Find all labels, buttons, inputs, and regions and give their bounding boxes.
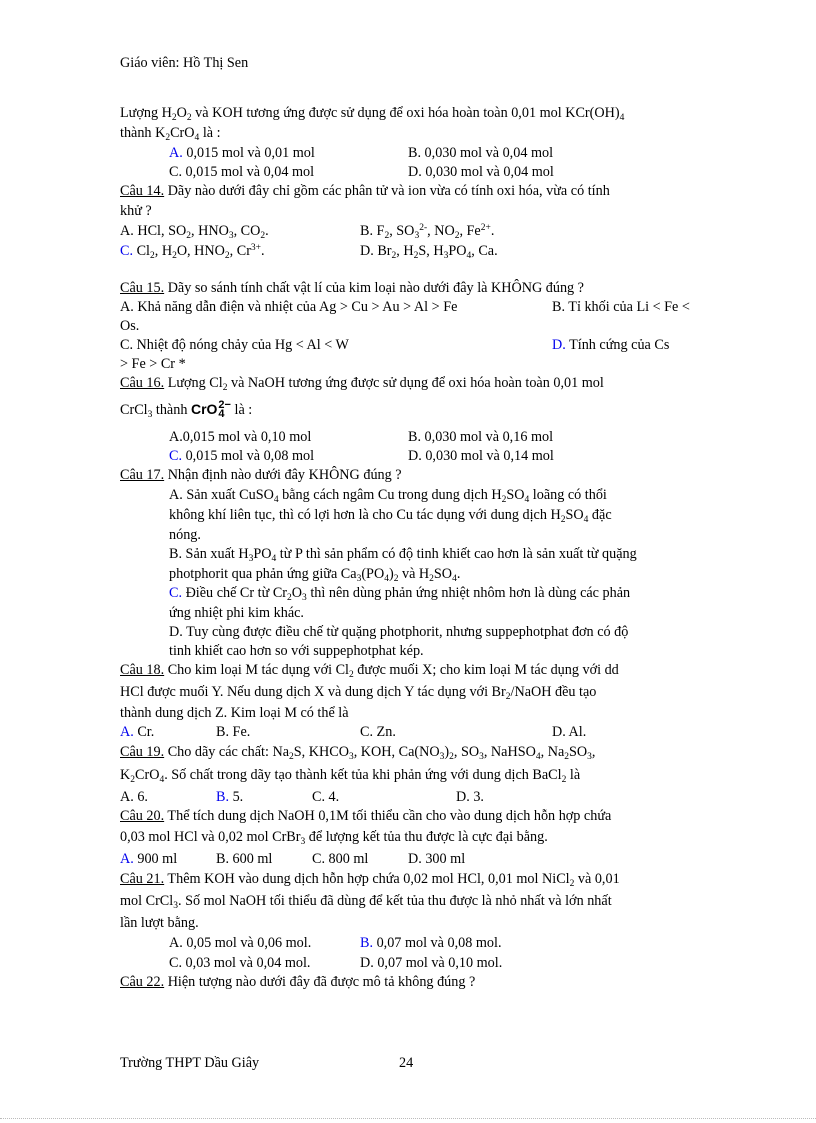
answer-label: A.	[120, 851, 134, 867]
footer-school: Trường THPT Dầu Giây	[120, 1055, 260, 1071]
answer-label: B.	[360, 935, 374, 951]
q17-option-d-line2: tinh khiết cao hơn so với suppephotphat kép.	[169, 643, 424, 659]
q15-stem: Câu 15. Dãy so sánh tính chất vật lí của kim loại nào dưới đây là KHÔNG đúng ?	[120, 280, 584, 296]
q14-stem-line2: khử ?	[120, 203, 152, 219]
q16-option-d: D. 0,030 mol và 0,14 mol	[408, 448, 554, 464]
prev-question-option-a: A. 0,015 mol và 0,01 mol	[169, 145, 315, 161]
q17-option-a-line2: không khí liên tục, thì có lợi hơn là cho Cu tác dụng với dung dịch $H_2SO_4$ đặc	[169, 507, 612, 525]
answer-label: D.	[552, 337, 566, 353]
q14-option-b: B. $F_2$, $SO_3^{2-}$, $NO_2$, $Fe^{2+}$.	[360, 223, 495, 241]
q18-option-c: C. Zn.	[360, 724, 396, 740]
q20-option-c: C. 800 ml	[312, 851, 369, 867]
answer-label: C.	[120, 243, 134, 259]
q21-option-b: B. 0,07 mol và 0,08 mol.	[360, 935, 502, 951]
q15-option-d-cont: > Fe > Cr *	[120, 356, 186, 372]
q15-option-a: A. Khả năng dẫn điện và nhiệt của Ag > Cu > Au > Al > Fe	[120, 299, 458, 315]
q17-option-d-line1: D. Tuy cùng được điều chế từ quặng photphorit, nhưng suppephotphat đơn có độ	[169, 624, 629, 640]
q21-stem-line2: mol CrCl$_3$. Số mol NaOH tối thiểu đã dùng để kết tủa thu được là nhỏ nhất và lớn nhất	[120, 893, 612, 911]
q20-option-d: D. 300 ml	[408, 851, 466, 867]
prev-question-option-b: B. 0,030 mol và 0,04 mol	[408, 145, 554, 161]
q15-option-c: C. Nhiệt độ nóng chảy của Hg < Al < W	[120, 337, 349, 353]
q18-option-d: D. Al.	[552, 724, 587, 740]
q21-option-c: C. 0,03 mol và 0,04 mol.	[169, 955, 311, 971]
q18-option-a: A. Cr.	[120, 724, 155, 740]
q16-option-c: C. 0,015 mol và 0,08 mol	[169, 448, 315, 464]
question-number: Câu 14.	[120, 183, 165, 199]
q17-option-b-line1: B. Sản xuất $H_3PO_4$ từ P thì sản phẩm có độ tinh khiết cao hơn là sản xuất từ quặng	[169, 546, 637, 564]
q20-stem-line2: 0,03 mol HCl và 0,02 mol CrBr$_3$ để lượng kết tủa thu được là cực đại bằng.	[120, 829, 548, 847]
q21-option-a: A. 0,05 mol và 0,06 mol.	[169, 935, 312, 951]
prev-question-option-d: D. 0,030 mol và 0,04 mol	[408, 164, 554, 180]
q17-stem: Câu 17. Nhận định nào dưới đây KHÔNG đúng ?	[120, 467, 402, 483]
q14-option-a: A. HCl, $SO_2$, $HNO_3$, $CO_2$.	[120, 223, 269, 241]
chromate-ion-formula: CrO 2− 4	[190, 399, 231, 421]
q20-option-b: B. 600 ml	[216, 851, 273, 867]
q18-option-b: B. Fe.	[216, 724, 251, 740]
q16-stem-line2: CrCl$_3$ thành CrO 2− 4 là :	[120, 399, 253, 421]
q15-option-b-cont: Os.	[120, 318, 140, 334]
header-teacher: Giáo viên: Hồ Thị Sen	[120, 55, 249, 71]
question-number: Câu 16.	[120, 375, 165, 391]
q14-option-d: D. $Br_2$, $H_2S$, $H_3PO_4$, Ca.	[360, 243, 498, 261]
prev-question-option-c: C. 0,015 mol và 0,04 mol	[169, 164, 315, 180]
answer-label: C.	[169, 585, 183, 601]
q19-stem-line1: Câu 19. Cho dãy các chất: $Na_2S$, $KHCO_3$, KOH, $Ca(NO_3)_2$, $SO_3$, NaHSO$_4$, $Na_2SO_3$,	[120, 744, 596, 762]
answer-label: A.	[169, 145, 183, 161]
q15-option-d: D. Tính cứng của Cs	[552, 337, 670, 353]
q17-option-c-line1: C. Điều chế Cr từ $Cr_2O_3$ thì nên dùng phản ứng nhiệt nhôm hơn là dùng các phản	[169, 585, 631, 603]
prev-question-stem-line1: Lượng $H_2O_2$ và KOH tương ứng được sử dụng để oxi hóa hoàn toàn 0,01 mol $KCr(OH)_4$	[120, 105, 625, 123]
q18-stem-line2: HCl được muối Y. Nếu dung dịch X và dung dịch Y tác dụng với $Br_2$/NaOH đều tạo	[120, 684, 597, 702]
answer-label: C.	[169, 448, 183, 464]
q14-stem-line1: Câu 14. Dãy nào dưới đây chỉ gồm các phân tử và ion vừa có tính oxi hóa, vừa có tính	[120, 183, 610, 199]
q22-stem: Câu 22. Hiện tượng nào dưới đây đã được mô tả không đúng ?	[120, 974, 476, 990]
q17-option-b-line2: photphorit qua phản ứng giữa $Ca_3(PO_4)_2$ và $H_2SO_4$.	[169, 566, 461, 584]
q21-stem-line3: lần lượt bằng.	[120, 915, 199, 931]
q16-stem-line1: Câu 16. Lượng $Cl_2$ và NaOH tương ứng được sử dụng để oxi hóa hoàn toàn 0,01 mol	[120, 375, 604, 393]
prev-question-stem-line2: thành $K_2CrO_4$ là :	[120, 125, 221, 143]
q19-option-c: C. 4.	[312, 789, 340, 805]
question-number: Câu 17.	[120, 467, 165, 483]
q18-stem-line3: thành dung dịch Z. Kim loại M có thể là	[120, 705, 349, 721]
question-number: Câu 21.	[120, 871, 165, 887]
q16-option-a: A.0,015 mol và 0,10 mol	[169, 429, 312, 445]
q17-option-a-line1: A. Sản xuất CuSO$_4$ bằng cách ngâm Cu trong dung dịch $H_2SO_4$ loãng có thổi	[169, 487, 607, 505]
question-number: Câu 15.	[120, 280, 165, 296]
q19-stem-line2: $K_2CrO_4$. Số chất trong dãy tạo thành kết tủa khi phản ứng với dung dịch BaCl$_2$ là	[120, 767, 581, 785]
q18-stem-line1: Câu 18. Cho kim loại M tác dụng với $Cl_2$ được muối X; cho kim loại M tác dụng với dd	[120, 662, 619, 680]
q19-option-b: B. 5.	[216, 789, 244, 805]
q19-option-d: D. 3.	[456, 789, 484, 805]
q19-option-a: A. 6.	[120, 789, 148, 805]
answer-label: A.	[120, 724, 134, 740]
page-bottom-border	[0, 1118, 816, 1119]
q21-option-d: D. 0,07 mol và 0,10 mol.	[360, 955, 503, 971]
answer-label: B.	[216, 789, 230, 805]
question-number: Câu 19.	[120, 744, 165, 760]
q20-option-a: A. 900 ml	[120, 851, 178, 867]
question-number: Câu 22.	[120, 974, 165, 990]
q14-option-c: C. $Cl_2$, $H_2O$, $HNO_2$, $Cr^{3+}$.	[120, 243, 265, 261]
q15-option-b: B. Tỉ khối của Li < Fe <	[552, 299, 690, 315]
question-number: Câu 20.	[120, 808, 165, 824]
q17-option-a-line3: nóng.	[169, 527, 201, 543]
question-number: Câu 18.	[120, 662, 165, 678]
q17-option-c-line2: ứng nhiệt phi kim khác.	[169, 605, 304, 621]
q21-stem-line1: Câu 21. Thêm KOH vào dung dịch hỗn hợp chứa 0,02 mol HCl, 0,01 mol NiCl$_2$ và 0,01	[120, 871, 620, 889]
q16-option-b: B. 0,030 mol và 0,16 mol	[408, 429, 554, 445]
footer-page-number: 24	[399, 1055, 414, 1071]
q20-stem-line1: Câu 20. Thể tích dung dịch NaOH 0,1M tối thiểu cần cho vào dung dịch hỗn hợp chứa	[120, 808, 612, 824]
